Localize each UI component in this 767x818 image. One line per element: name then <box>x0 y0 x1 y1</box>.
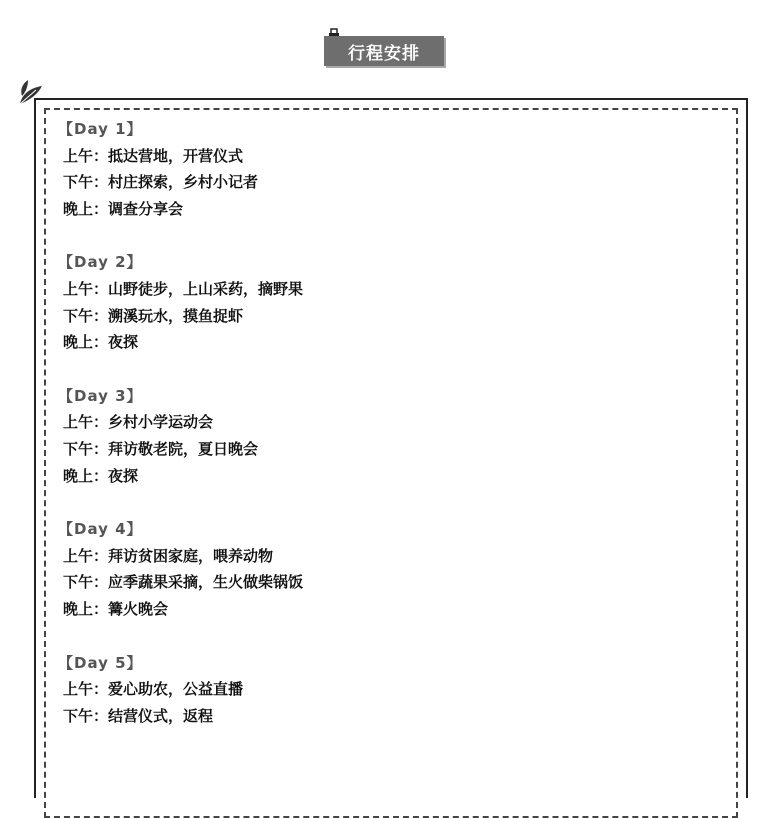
day-1-afternoon: 下午：村庄探索，乡村小记者 <box>63 173 259 192</box>
day-1-morning: 上午：抵达营地，开营仪式 <box>63 146 244 165</box>
leaf-icon <box>16 80 46 106</box>
day-3-afternoon: 下午：拜访敬老院，夏日晚会 <box>63 439 259 458</box>
day-2-block <box>58 249 303 355</box>
day-1-evening: 晚上：调查分享会 <box>63 199 184 218</box>
day-3-evening: 晚上：夜探 <box>63 466 139 485</box>
day-1-block <box>58 116 303 222</box>
schedule-list <box>58 116 303 756</box>
day-5-morning: 上午：爱心助农，公益直播 <box>63 680 244 699</box>
day-4-heading: 【Day 4】 <box>58 520 143 539</box>
day-2-heading: 【Day 2】 <box>58 253 143 272</box>
day-3-morning: 上午：乡村小学运动会 <box>63 413 214 432</box>
page-title: 行程安排 <box>324 36 444 66</box>
day-2-morning: 上午：山野徒步，上山采药，摘野果 <box>63 279 304 298</box>
day-3-heading: 【Day 3】 <box>58 386 143 405</box>
day-4-evening: 晚上：篝火晚会 <box>63 599 169 618</box>
day-3-block <box>58 383 303 489</box>
day-1-heading: 【Day 1】 <box>58 120 143 138</box>
day-4-morning: 上午：拜访贫困家庭，喂养动物 <box>63 546 274 565</box>
day-5-block <box>58 650 303 730</box>
day-4-afternoon: 下午：应季蔬果采摘，生火做柴锅饭 <box>63 573 304 592</box>
day-2-afternoon: 下午：溯溪玩水，摸鱼捉虾 <box>63 306 244 325</box>
day-5-afternoon: 下午：结营仪式，返程 <box>63 706 214 725</box>
day-2-evening: 晚上：夜探 <box>63 333 139 352</box>
title-banner <box>324 28 444 68</box>
day-4-block <box>58 516 303 622</box>
day-5-heading: 【Day 5】 <box>58 653 143 672</box>
